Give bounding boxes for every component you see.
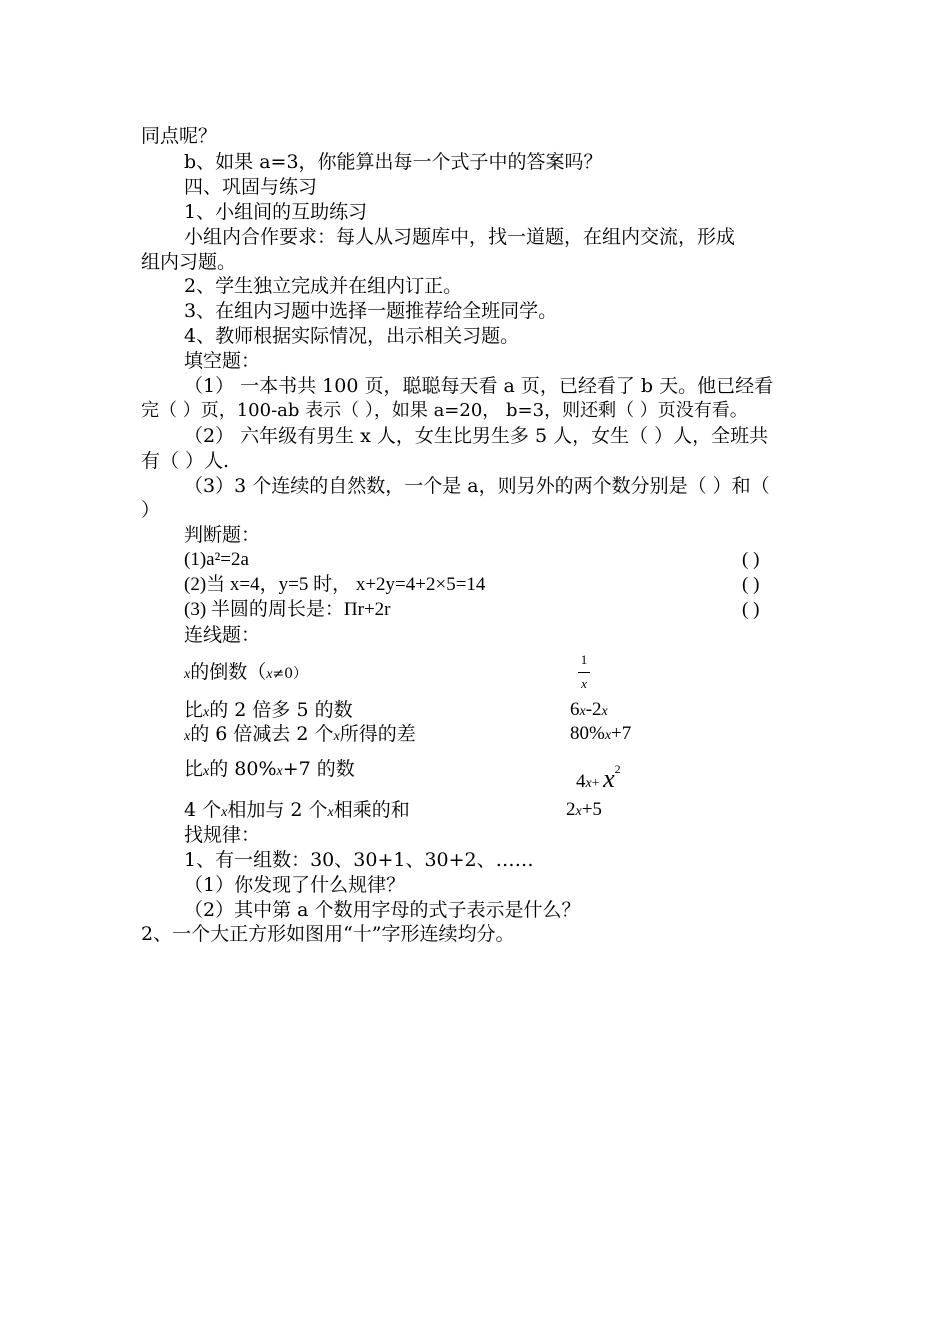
match-right-2: 6x-2x bbox=[570, 699, 608, 720]
subheading-fill-in: 填空题： bbox=[184, 350, 261, 372]
text-line: 4、教师根据实际情况，出示相关习题。 bbox=[184, 325, 520, 347]
text-line: （1） 一本书共 100 页，聪聪每天看 a 页，已经看了 b 天。他已经看 bbox=[184, 375, 774, 397]
section-heading: 四、巩固与练习 bbox=[184, 176, 318, 198]
match-left-5: 4 个x相加与 2 个x相乘的和 bbox=[184, 799, 410, 821]
judge-item-3: (3) 半圆的周长是：Πr+2r bbox=[184, 599, 391, 620]
match-left-3: x的 6 倍减去 2 个x所得的差 bbox=[184, 723, 416, 745]
text-line: 2、一个大正方形如图用“十”字形连续均分。 bbox=[141, 923, 515, 945]
judge-answer-paren: ( ) bbox=[742, 574, 760, 595]
match-right-3: 80%x+7 bbox=[570, 723, 632, 744]
match-left-4: 比x的 80%x+7 的数 bbox=[184, 758, 355, 780]
text-line: （2） 六年级有男生 x 人，女生比男生多 5 人，女生（ ）人，全班共 bbox=[184, 425, 769, 447]
judge-item-1: (1)a²=2a bbox=[184, 549, 249, 570]
fraction-numerator: 1 bbox=[580, 652, 588, 667]
subheading-matching: 连线题： bbox=[184, 624, 261, 646]
text-line: 组内习题。 bbox=[141, 251, 237, 273]
fraction-denominator: x bbox=[581, 676, 587, 691]
fraction-bar bbox=[578, 672, 590, 673]
text-line: 同点呢？ bbox=[141, 125, 218, 147]
match-right-5: 2x+5 bbox=[566, 799, 602, 820]
match-right-4: $4x+ x^2$ bbox=[576, 762, 621, 793]
judge-item-2: (2)当 x=4，y=5 时， x+2y=4+2×5=14 bbox=[184, 574, 486, 595]
text-line: （1）你发现了什么规律？ bbox=[184, 874, 406, 896]
text-line: 3、在组内习题中选择一题推荐给全班同学。 bbox=[184, 300, 558, 322]
subheading-pattern: 找规律： bbox=[184, 824, 261, 846]
text-line: 1、小组间的互助练习 bbox=[184, 201, 368, 223]
text-line: 1、有一组数：30、30+1、30+2、…… bbox=[184, 849, 534, 871]
text-line: 小组内合作要求：每人从习题库中，找一道题，在组内交流，形成 bbox=[184, 226, 736, 248]
judge-answer-paren: ( ) bbox=[742, 599, 760, 620]
text-line: （2）其中第 a 个数用字母的式子表示是什么？ bbox=[184, 899, 581, 921]
text-line: b、如果 a=3，你能算出每一个式子中的答案吗？ bbox=[184, 151, 603, 173]
text-line: 有（ ）人. bbox=[141, 450, 230, 472]
text-line: ） bbox=[141, 499, 161, 521]
text-line: （3）3 个连续的自然数，一个是 a，则另外的两个数分别是（ ）和（ bbox=[184, 475, 770, 497]
judge-answer-paren: ( ) bbox=[742, 549, 760, 570]
text-line: 2、学生独立完成并在组内订正。 bbox=[184, 275, 463, 297]
subheading-judge: 判断题： bbox=[184, 524, 261, 546]
match-left-2: 比x的 2 倍多 5 的数 bbox=[184, 699, 353, 721]
match-left-1: x的倒数（x≠0） bbox=[184, 661, 308, 683]
text-line: 完（ ）页，100-ab 表示（ ），如果 a=20， b=3，则还剩（ ）页没有看。 bbox=[141, 400, 748, 421]
